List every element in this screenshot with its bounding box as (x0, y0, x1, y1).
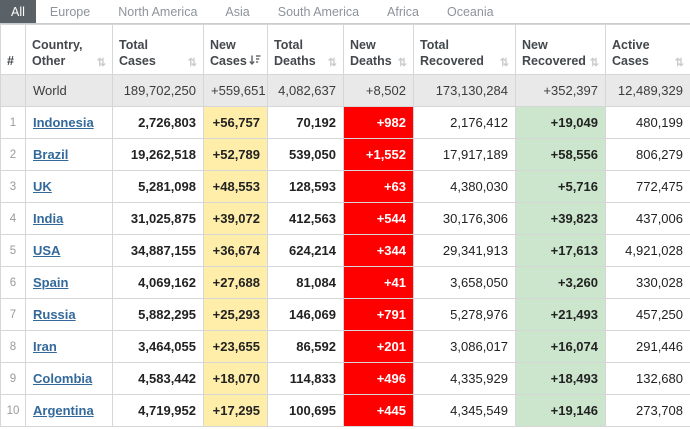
cell-country (26, 235, 113, 267)
column-header-new_cases[interactable] (204, 25, 268, 75)
cell-new_deaths: +201 (344, 331, 414, 363)
country-link[interactable]: Colombia (33, 371, 93, 386)
table-row (1, 139, 690, 171)
cell-active_cases: 772,475 (606, 171, 690, 203)
cell-total_recovered: 5,278,976 (414, 299, 516, 331)
cell-new_recovered: +17,613 (516, 235, 606, 267)
cell-country (26, 267, 113, 299)
cell-total_cases: 31,025,875 (113, 203, 204, 235)
cell-active_cases: 12,489,329 (606, 75, 690, 107)
cell-total_deaths: 81,084 (268, 267, 344, 299)
cell-rank: 1 (1, 107, 26, 139)
cell-country (26, 139, 113, 171)
cell-new_cases: +39,072 (204, 203, 268, 235)
column-header-active_cases[interactable] (606, 25, 690, 75)
cell-new_deaths: +982 (344, 107, 414, 139)
continent-tab-bar (0, 0, 690, 24)
cell-total_cases: 4,719,952 (113, 395, 204, 427)
country-link[interactable]: Indonesia (33, 115, 94, 130)
cell-rank: 2 (1, 139, 26, 171)
column-header-country[interactable] (26, 25, 113, 75)
cell-new_deaths: +445 (344, 395, 414, 427)
sort-icon[interactable]: ⇅ (96, 57, 106, 69)
table-body (1, 75, 690, 427)
country-link[interactable]: Argentina (33, 403, 94, 418)
cell-active_cases: 480,199 (606, 107, 690, 139)
cell-new_deaths: +791 (344, 299, 414, 331)
cell-new_recovered: +18,493 (516, 363, 606, 395)
cell-new_recovered: +39,823 (516, 203, 606, 235)
column-label: Cases (210, 53, 247, 68)
cell-country (26, 395, 113, 427)
cell-new_deaths: +344 (344, 235, 414, 267)
cell-total_recovered: 4,345,549 (414, 395, 516, 427)
cell-country (26, 107, 113, 139)
cell-active_cases: 806,279 (606, 139, 690, 171)
cell-active_cases: 291,446 (606, 331, 690, 363)
header-row (1, 25, 690, 75)
cell-new_cases: +25,293 (204, 299, 268, 331)
cell-total_deaths: 4,082,637 (268, 75, 344, 107)
column-label: Active (612, 37, 650, 52)
sort-icon[interactable]: ⇅ (499, 57, 509, 69)
cell-new_cases: +23,655 (204, 331, 268, 363)
cell-rank (1, 75, 26, 107)
cell-new_recovered: +352,397 (516, 75, 606, 107)
cell-new_cases: +48,553 (204, 171, 268, 203)
cell-new_cases: +36,674 (204, 235, 268, 267)
cell-total_cases: 4,583,442 (113, 363, 204, 395)
cell-total_cases: 4,069,162 (113, 267, 204, 299)
cell-new_recovered: +58,556 (516, 139, 606, 171)
cell-rank: 7 (1, 299, 26, 331)
sort-desc-icon[interactable] (249, 54, 261, 69)
cell-new_cases: +559,651 (204, 75, 268, 107)
cell-rank: 9 (1, 363, 26, 395)
cell-total_recovered: 4,335,929 (414, 363, 516, 395)
tab-asia[interactable]: Asia (225, 4, 250, 19)
tab-all[interactable]: All (0, 0, 36, 23)
country-link[interactable]: India (33, 211, 64, 226)
column-label: Other (32, 53, 66, 68)
country-link[interactable]: Iran (33, 339, 57, 354)
table-row (1, 363, 690, 395)
cell-new_cases: +56,757 (204, 107, 268, 139)
country-link[interactable]: USA (33, 243, 61, 258)
cell-new_deaths: +63 (344, 171, 414, 203)
cell-country (26, 331, 113, 363)
cell-total_cases: 3,464,055 (113, 331, 204, 363)
country-link[interactable]: Spain (33, 275, 69, 290)
cell-total_cases: 5,882,295 (113, 299, 204, 331)
cell-total_deaths: 412,563 (268, 203, 344, 235)
column-label: Recovered (522, 53, 586, 68)
cell-total_recovered: 173,130,284 (414, 75, 516, 107)
column-label: New (210, 37, 236, 52)
country-link[interactable]: Russia (33, 307, 76, 322)
cell-new_recovered: +5,716 (516, 171, 606, 203)
tab-oceania[interactable]: Oceania (447, 4, 494, 19)
cell-rank: 4 (1, 203, 26, 235)
sort-icon[interactable]: ⇅ (327, 57, 337, 69)
column-label: Country, (32, 37, 83, 52)
cell-country (26, 171, 113, 203)
column-label: Deaths (274, 53, 316, 68)
cell-country: World (26, 75, 113, 107)
column-label: New (350, 37, 376, 52)
cell-new_cases: +17,295 (204, 395, 268, 427)
cell-total_deaths: 70,192 (268, 107, 344, 139)
sort-icon[interactable]: ⇅ (674, 57, 684, 69)
cell-active_cases: 4,921,028 (606, 235, 690, 267)
table-header (1, 25, 690, 75)
table-row (1, 203, 690, 235)
cell-rank: 5 (1, 235, 26, 267)
column-header-total_recovered[interactable] (414, 25, 516, 75)
cell-active_cases: 132,680 (606, 363, 690, 395)
cell-rank: 6 (1, 267, 26, 299)
table-row (1, 299, 690, 331)
cell-new_deaths: +496 (344, 363, 414, 395)
column-header-total_cases[interactable] (113, 25, 204, 75)
cell-country (26, 363, 113, 395)
country-link[interactable]: Brazil (33, 147, 69, 162)
table-row (1, 235, 690, 267)
cell-total_deaths: 128,593 (268, 171, 344, 203)
cell-total_recovered: 3,086,017 (414, 331, 516, 363)
cell-new_deaths: +8,502 (344, 75, 414, 107)
column-label: # (7, 53, 14, 68)
cell-total_recovered: 4,380,030 (414, 171, 516, 203)
sort-icon[interactable]: ⇅ (589, 57, 599, 69)
cell-new_deaths: +41 (344, 267, 414, 299)
covid-stats-table (0, 24, 690, 427)
cell-new_recovered: +3,260 (516, 267, 606, 299)
column-label: Total (119, 37, 148, 52)
tab-europe[interactable]: Europe (49, 4, 91, 19)
column-label: Total (274, 37, 303, 52)
cell-total_deaths: 539,050 (268, 139, 344, 171)
table-row (1, 331, 690, 363)
table-row (1, 267, 690, 299)
column-header-new_recovered[interactable] (516, 25, 606, 75)
column-label: Cases (612, 53, 649, 68)
country-link[interactable]: UK (33, 179, 52, 194)
cell-rank: 10 (1, 395, 26, 427)
column-label: Recovered (420, 53, 484, 68)
cell-active_cases: 437,006 (606, 203, 690, 235)
cell-total_deaths: 100,695 (268, 395, 344, 427)
table-row (1, 171, 690, 203)
cell-new_cases: +52,789 (204, 139, 268, 171)
cell-total_recovered: 29,341,913 (414, 235, 516, 267)
cell-total_recovered: 30,176,306 (414, 203, 516, 235)
cell-rank: 8 (1, 331, 26, 363)
cell-total_deaths: 146,069 (268, 299, 344, 331)
column-header-total_deaths[interactable] (268, 25, 344, 75)
cell-active_cases: 330,028 (606, 267, 690, 299)
cell-total_cases: 2,726,803 (113, 107, 204, 139)
cell-new_deaths: +1,552 (344, 139, 414, 171)
cell-active_cases: 273,708 (606, 395, 690, 427)
cell-total_cases: 19,262,518 (113, 139, 204, 171)
cell-new_recovered: +19,049 (516, 107, 606, 139)
column-label: Deaths (350, 53, 392, 68)
cell-total_deaths: 624,214 (268, 235, 344, 267)
cell-active_cases: 457,250 (606, 299, 690, 331)
cell-total_cases: 34,887,155 (113, 235, 204, 267)
cell-total_cases: 189,702,250 (113, 75, 204, 107)
cell-new_deaths: +544 (344, 203, 414, 235)
cell-new_recovered: +21,493 (516, 299, 606, 331)
cell-total_recovered: 3,658,050 (414, 267, 516, 299)
cell-total_recovered: 2,176,412 (414, 107, 516, 139)
column-label: Cases (119, 53, 156, 68)
tab-south-america[interactable]: South America (277, 4, 360, 19)
sort-icon[interactable]: ⇅ (187, 57, 197, 69)
column-label: New (522, 37, 548, 52)
sort-icon[interactable]: ⇅ (397, 57, 407, 69)
table-row (1, 107, 690, 139)
tab-africa[interactable]: Africa (387, 4, 419, 19)
cell-total_cases: 5,281,098 (113, 171, 204, 203)
cell-new_recovered: +16,074 (516, 331, 606, 363)
cell-total_deaths: 114,833 (268, 363, 344, 395)
column-header-rank (1, 25, 26, 75)
table-row (1, 395, 690, 427)
cell-rank: 3 (1, 171, 26, 203)
cell-country (26, 299, 113, 331)
column-header-new_deaths[interactable] (344, 25, 414, 75)
cell-new_recovered: +19,146 (516, 395, 606, 427)
cell-new_cases: +27,688 (204, 267, 268, 299)
tab-north-america[interactable]: North America (118, 4, 198, 19)
cell-country (26, 203, 113, 235)
world-row (1, 75, 690, 107)
cell-new_cases: +18,070 (204, 363, 268, 395)
cell-total_deaths: 86,592 (268, 331, 344, 363)
column-label: Total (420, 37, 449, 52)
cell-total_recovered: 17,917,189 (414, 139, 516, 171)
